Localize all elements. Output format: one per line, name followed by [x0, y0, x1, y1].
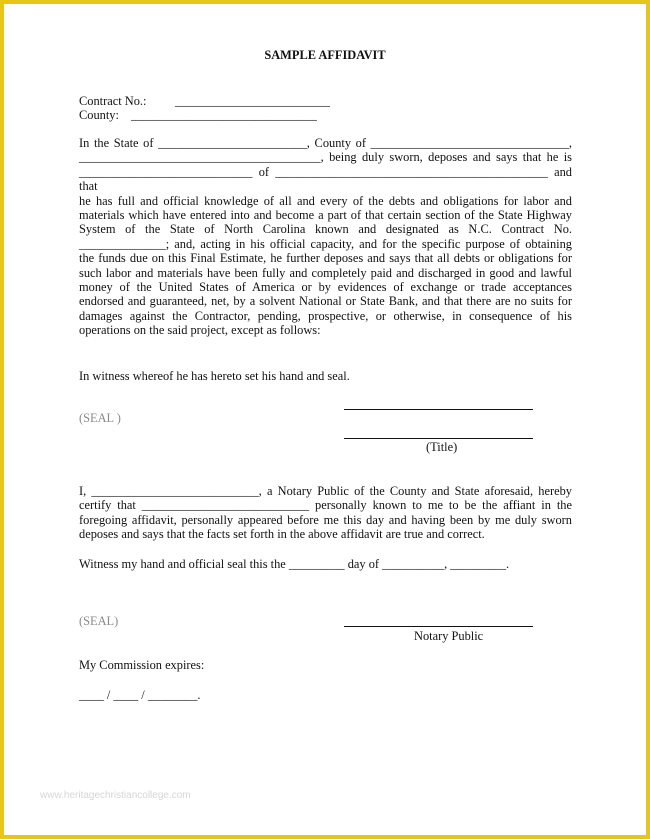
body-line: In the State of ________________________, County of ________________________________, [79, 136, 572, 150]
commission-label: My Commission expires: [79, 658, 205, 672]
body-line: the funds due on this Final Estimate, he further deposes and says that all debts or obligations for [79, 251, 572, 266]
county-blank: ______________________________ [131, 108, 317, 122]
commission-date-blank: ____ / ____ / ________. [79, 688, 201, 702]
body-line: System of the State of North Carolina known and designated as N.C. Contract No. [79, 222, 572, 237]
body-line: endorsed and guaranteed, net, by a solvent National or State Bank, and that there are no suits for [79, 294, 572, 309]
body-paragraph [79, 136, 572, 338]
body-line: ____________________________ of ____________________________________________ and that [79, 164, 572, 194]
body-line: materials which have entered into and become a part of that certain section of the State Highway [79, 208, 572, 223]
body-line: operations on the said project, except as follows: [79, 323, 321, 338]
witness-official-seal: Witness my hand and official seal this the _________ day of __________, _________. [79, 557, 510, 571]
title-caption: (Title) [426, 440, 458, 454]
notary-line: certify that ___________________________ personally known to me to be the affiant in the [79, 498, 572, 513]
seal-placeholder: (SEAL ) [79, 411, 121, 425]
notary-line: I, ___________________________, a Notary Public of the County and State aforesaid, hereby [79, 484, 572, 498]
county-label: County: [79, 108, 119, 122]
title-line [344, 438, 533, 439]
notary-line: foregoing affidavit, personally appeared before me this day and having been by me duly sworn [79, 512, 572, 527]
notary-caption: Notary Public [414, 629, 484, 643]
notary-line: deposes and says that the facts set forth in the above affidavit are true and correct. [79, 527, 485, 542]
body-line: he has full and official knowledge of all and every of the debts and obligations for labor and [79, 193, 572, 208]
body-line: _______________________________________, being duly sworn, deposes and says that he is [79, 150, 572, 165]
notary-seal-placeholder: (SEAL) [79, 614, 119, 628]
body-line: ______________; and, acting in his official capacity, and for the specific purpose of obtaining [79, 236, 572, 251]
document-title: SAMPLE AFFIDAVIT [264, 48, 386, 62]
notary-signature-line [344, 626, 533, 627]
notary-paragraph [79, 484, 572, 542]
body-line: money of the United States of America or by evidences of exchange or trade acceptances [79, 280, 572, 295]
signature-line [344, 409, 533, 410]
contract-label: Contract No.: [79, 94, 147, 108]
body-line: such labor and materials have been fully and completely paid and discharged in good and lawful [79, 265, 572, 280]
witness-statement: In witness whereof he has hereto set his hand and seal. [79, 369, 350, 383]
contract-blank: _________________________ [175, 94, 330, 108]
body-line: damages against the Contractor, pending, prospective, or otherwise, in consequence of his [79, 308, 572, 323]
watermark: www.heritagechristiancollege.com [40, 790, 191, 801]
